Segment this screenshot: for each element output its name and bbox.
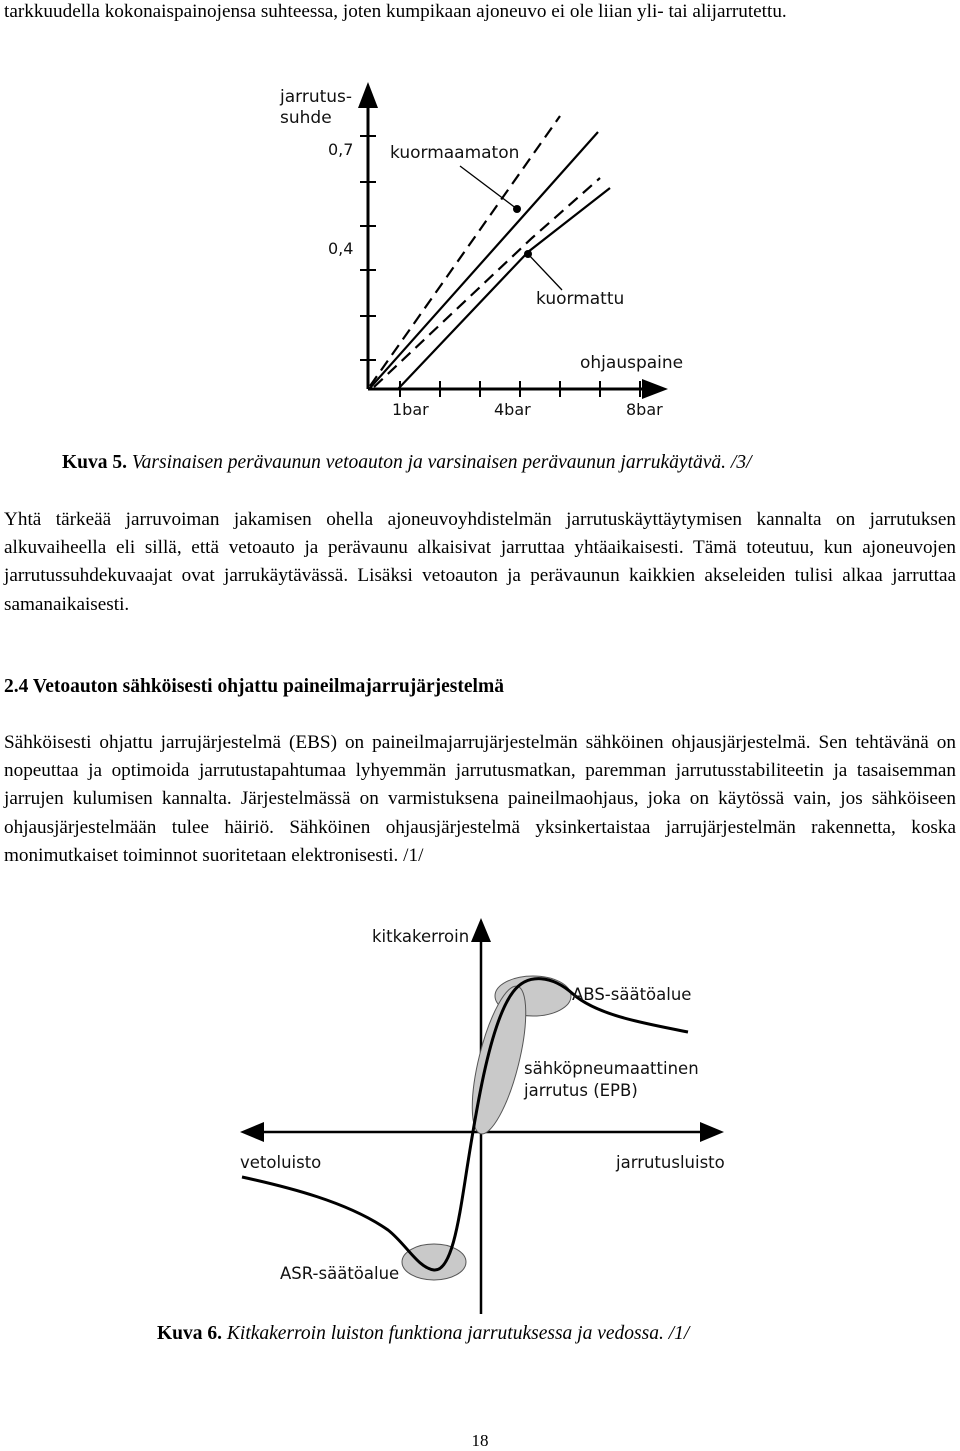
figure-6-caption-text: Kitkakerroin luiston funktiona jarrutuksessa ja vedossa. /1/ bbox=[226, 1323, 690, 1344]
figure-5-caption bbox=[62, 450, 751, 476]
y-tick-label-04: 0,4 bbox=[328, 239, 354, 258]
y-axis-label-line1: jarrutus- bbox=[280, 87, 353, 107]
y-axis-label-line2: suhde bbox=[280, 108, 332, 128]
section-heading: 2.4 Vetoauton sähköisesti ohjattu paineilmajarrujärjestelmä bbox=[4, 676, 504, 697]
x-tick-label-1bar: 1bar bbox=[392, 400, 429, 419]
horizontal-axis-right-arrow bbox=[700, 1122, 724, 1142]
x-right-label: jarrutusluisto bbox=[616, 1153, 725, 1172]
label-loaded: kuormattu bbox=[536, 289, 625, 309]
asr-label: ASR-säätöalue bbox=[280, 1264, 400, 1283]
figure-5-caption-text: Varsinaisen perävaunun vetoauton ja varsinaisen perävaunun jarrukäytävä. /3/ bbox=[131, 452, 752, 473]
y-tick-label-07: 0,7 bbox=[328, 140, 354, 159]
paragraph-ebs: Sähköisesti ohjattu jarrujärjestelmä (EBS) on paineilmajarrujärjestelmän sähköinen ohjausjärjestelmä. Sen tehtävänä on nopeuttaa ja optimoida jarrutustapahtumaa lyhyemmän jarrutusmatkan, paremman jarrutusstabiliteetin ja tasaisemman jarrujen kulumisen kannalta. Järjestelmässä on varmistuksena paineilmaohjaus, joka on käytössä vain, jos sähköiseen ohjausjärjestelmään tulee häiriö. Sähköinen ohjausjärjestelmä yksinkertaistaa jarrujärjestelmän rakennetta, koska monimutkaiset toiminnot suoritetaan elektronisesti. /1/ bbox=[4, 732, 956, 866]
figure-6-friction-diagram bbox=[228, 912, 740, 1320]
abs-label: ABS-säätöalue bbox=[572, 985, 692, 1004]
vertical-axis-arrow bbox=[471, 918, 491, 942]
x-axis-label: ohjauspaine bbox=[580, 353, 684, 373]
epb-label-line1: sähköpneumaattinen bbox=[524, 1059, 699, 1078]
figure-5-braking-ratio-diagram bbox=[270, 78, 690, 424]
figure-6-caption-label: Kuva 6. bbox=[157, 1323, 223, 1344]
page-number: 18 bbox=[471, 1431, 489, 1450]
asr-region bbox=[402, 1244, 466, 1280]
horizontal-axis-left-arrow bbox=[240, 1122, 264, 1142]
figure-6-caption bbox=[157, 1321, 689, 1347]
loaded-dashed-line bbox=[374, 178, 600, 387]
x-tick-label-8bar: 8bar bbox=[626, 400, 663, 419]
x-left-label: vetoluisto bbox=[240, 1153, 322, 1172]
x-tick-label-4bar: 4bar bbox=[494, 400, 531, 419]
figure-5-caption-label: Kuva 5. bbox=[62, 452, 128, 473]
y-axis-arrow bbox=[358, 82, 378, 108]
x-axis-arrow bbox=[642, 379, 668, 399]
y-axis-label: kitkakerroin bbox=[372, 927, 470, 946]
label-unloaded: kuormaamaton bbox=[390, 143, 520, 163]
epb-label-line2: jarrutus (EPB) bbox=[524, 1081, 638, 1100]
intro-paragraph: tarkkuudella kokonaispainojensa suhteessa, joten kumpikaan ajoneuvo ei ole liian yli- tai alijarrutettu. bbox=[4, 1, 787, 22]
friction-curve bbox=[242, 979, 688, 1270]
paragraph-braking-timing: Yhtä tärkeää jarruvoiman jakamisen ohella ajoneuvoyhdistelmän jarrutuskäyttäytymisen kannalta on jarrutuksen alkuvaiheella eli sillä, että vetoauto ja perävaunu alkaisivat jarruttaa yhtäaikaisesti. Tämä toteutuu, kun ajoneuvojen jarrutussuhdekuvaajat ovat jarrukäytävässä. Lisäksi vetoauton ja perävaunun kaikkien akseleiden tulisi alkaa jarruttaa samanaikaisesti. bbox=[4, 509, 956, 615]
unloaded-solid-line bbox=[370, 132, 598, 388]
